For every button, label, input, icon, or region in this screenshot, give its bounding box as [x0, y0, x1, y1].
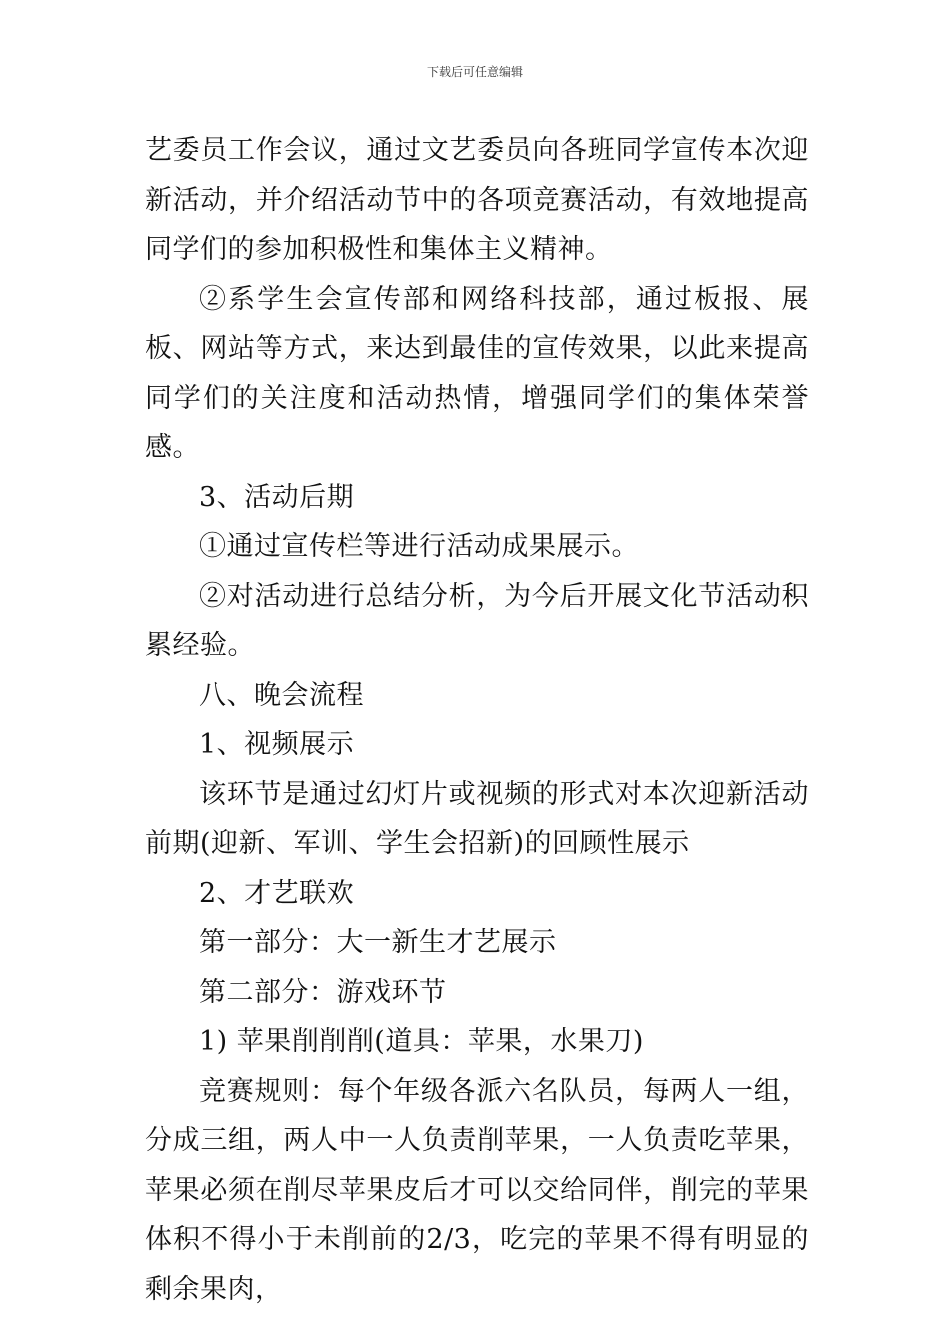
paragraph-12: 1) 苹果削削削(道具：苹果，水果刀): [199, 1026, 644, 1057]
paragraph-6: 八、晚会流程: [199, 679, 364, 711]
paragraph-8: 该环节是通过幻灯片或视频的形式对本次迎新活动前期(迎新、军训、学生会招新)的回顾性展示: [145, 778, 809, 859]
paragraph-3: 3、活动后期: [199, 481, 355, 513]
paragraph-13: 竞赛规则：每个年级各派六名队员，每两人一组，分成三组，两人中一人负责削苹果，一人负责吃苹果，苹果必须在削尽苹果皮后才可以交给同伴，削完的苹果体积不得小于未削前的2/3，吃完的苹果不得有明显的剩余果肉，: [145, 1075, 809, 1305]
paragraph-5: ②对活动进行总结分析，为今后开展文化节活动积累经验。: [145, 580, 809, 661]
paragraph-7: 1、视频展示: [199, 729, 355, 760]
paragraph-9: 2、才艺联欢: [199, 877, 355, 909]
paragraph-10: 第一部分：大一新生才艺展示: [199, 927, 557, 958]
paragraph-1: 艺委员工作会议，通过文艺委员向各班同学宣传本次迎新活动，并介绍活动节中的各项竞赛活动，有效地提高同学们的参加积极性和集体主义精神。: [145, 135, 809, 265]
document-body: [145, 126, 809, 1314]
paragraph-11: 第二部分：游戏环节: [199, 976, 447, 1008]
page-header: 下载后可任意编辑: [426, 65, 523, 79]
paragraph-2: ②系学生会宣传部和网络科技部，通过板报、展板、网站等方式，来达到最佳的宣传效果，以此来提高同学们的关注度和活动热情，增强同学们的集体荣誉感。: [145, 283, 809, 463]
paragraph-4: ①通过宣传栏等进行活动成果展示。: [199, 531, 639, 562]
